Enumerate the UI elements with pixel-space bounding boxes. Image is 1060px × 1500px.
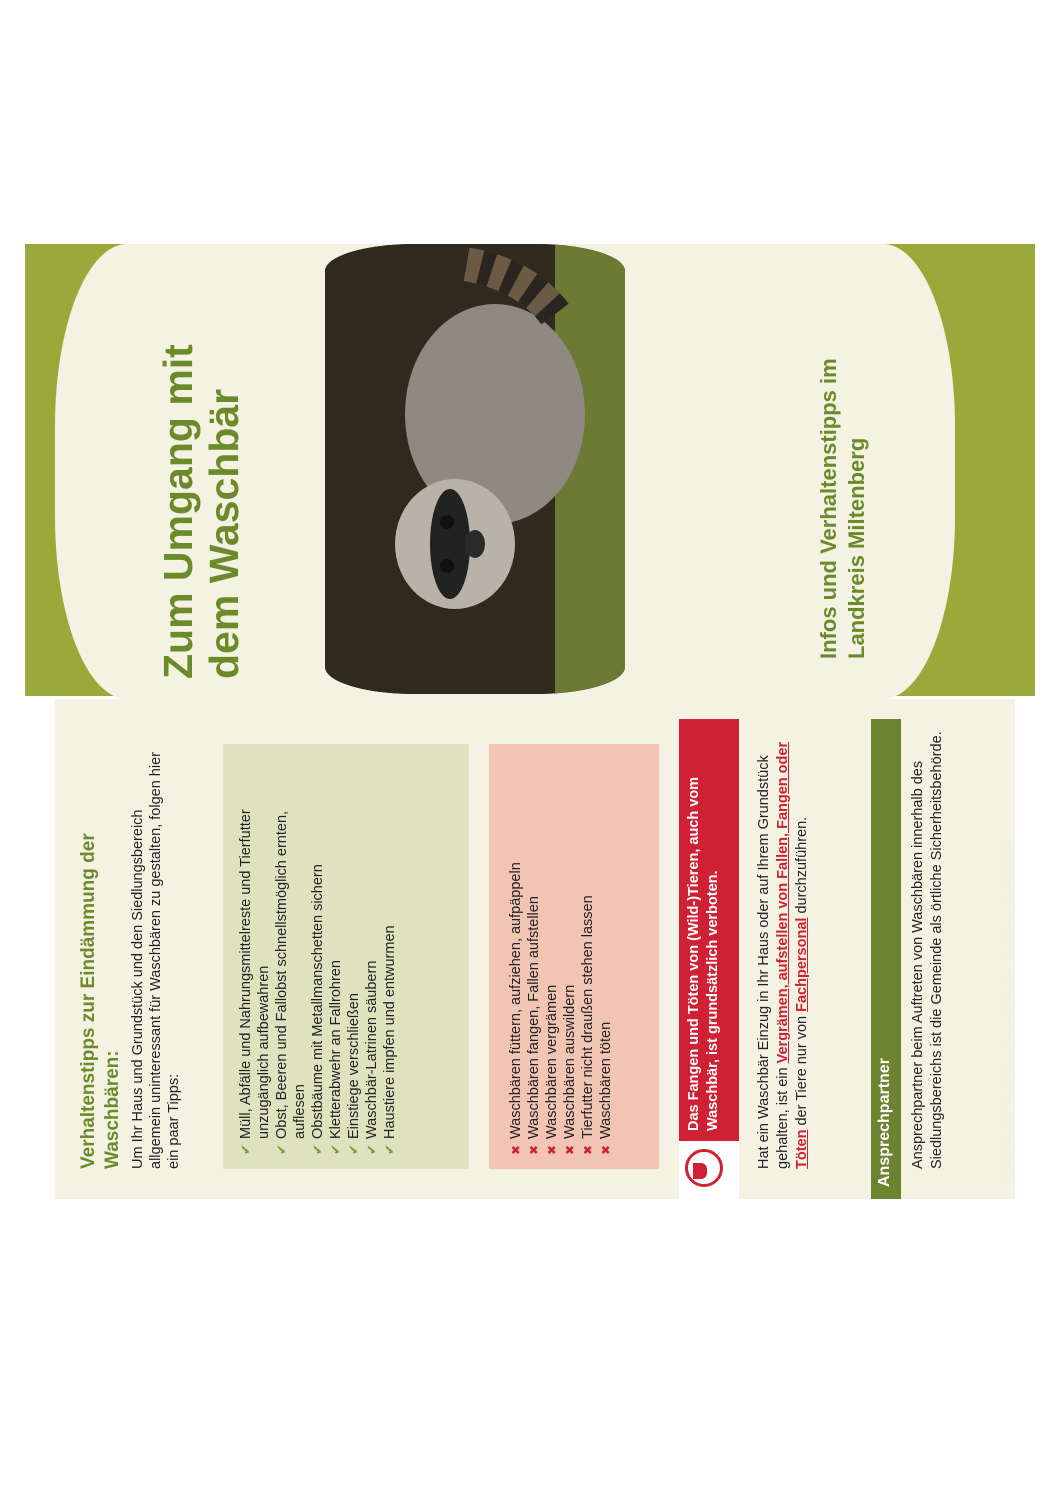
donts-box	[489, 744, 659, 1169]
tip-item: ✔ Einstiege verschließen	[345, 756, 363, 1155]
dont-item: ✖ Tierfutter nicht draußen stehen lassen	[579, 756, 597, 1155]
raccoon-photo	[325, 244, 625, 694]
tip-item: ✔ Obstbäume mit Metallmanschetten sichern	[309, 756, 327, 1155]
tips-box	[223, 744, 469, 1169]
dont-item: ✖ Waschbären töten	[597, 756, 615, 1155]
contact-heading-bar	[871, 719, 901, 1199]
info-text-1: Hat ein Waschbär Einzug in Ihr Haus oder auf Ihrem Grundstück gehalten, ist ein	[756, 755, 791, 1169]
dont-item: ✖ Waschbären vergrämen	[543, 756, 561, 1155]
info-highlight-2: Fachpersonal	[794, 917, 810, 1012]
info-text-2: der Tiere nur von	[794, 1011, 810, 1130]
info-highlight-1: Vergrämen, aufstellen von Fallen, Fangen oder Töten	[775, 741, 810, 1169]
dont-item: ✖ Waschbären fangen, Fallen aufstellen	[525, 756, 543, 1155]
title: Zum Umgang mit dem Waschbär	[155, 344, 247, 679]
contact-text: Ansprechpartner beim Auftreten von Waschbären innerhalb des Siedlungsbereichs ist die Gemeinde als örtliche Sicherheitsbehörde.	[910, 731, 945, 1169]
warning-icon	[679, 1141, 739, 1199]
info-paragraph	[755, 729, 812, 1169]
info-text-3: durchzuführen.	[794, 816, 810, 918]
warning-text: Das Fangen und Töten von (Wild-)Tieren, auch vom Waschbär, ist grundsätzlich verboten.	[686, 776, 721, 1131]
tip-item: ✔ Müll, Abfälle und Nahrungsmittelreste und Tierfutter unzugänglich aufbewahren	[237, 756, 273, 1155]
dont-item: ✖ Waschbären füttern, aufziehen, aufpäppeln	[507, 756, 525, 1155]
tips-intro: Um Ihr Haus und Grundstück und den Siedlungsbereich allgemein uninteressant für Waschbären zu gestalten, folgen hier ein paar Tipps:	[130, 752, 182, 1169]
raccoon-illustration	[325, 244, 625, 694]
tip-item: ✔ Haustiere impfen und entwurmen	[381, 756, 399, 1155]
contact-heading: Ansprechpartner	[876, 1058, 893, 1187]
subtitle: Infos und Verhaltenstipps im Landkreis Miltenberg	[816, 358, 869, 659]
credits: © Titel: Freepik · Travel_Scape, Innenteil: Pixabay · StockSnap · Stand 04/2024	[1005, 843, 1016, 1179]
dont-item: ✖ Waschbären auswildern	[561, 756, 579, 1155]
tip-item: ✔ Waschbär-Latrinen säubern	[363, 756, 381, 1155]
tip-item: ✔ Kletterabwehr an Fallrohren	[327, 756, 345, 1155]
tips-heading: Verhaltenstipps zur Eindämmung der Waschbären:	[78, 833, 123, 1169]
tip-item: ✔ Obst, Beeren und Fallobst schnellstmöglich ernten, auflesen	[273, 756, 309, 1155]
flyer	[25, 244, 1035, 1199]
warning-banner	[679, 719, 739, 1199]
